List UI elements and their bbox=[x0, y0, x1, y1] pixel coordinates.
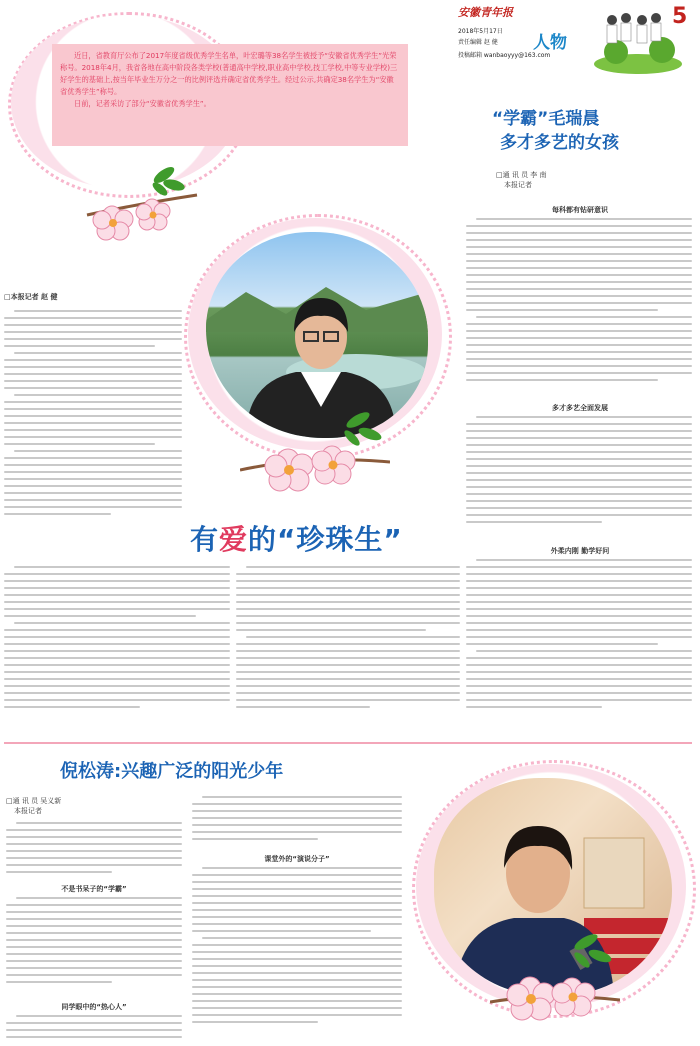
article3-text-column-1c bbox=[6, 1015, 182, 1043]
section-label: 人物 bbox=[533, 33, 567, 53]
blossom-decoration-middle bbox=[240, 400, 390, 500]
article2-title-part3: 的“珍珠生” bbox=[248, 523, 403, 556]
newspaper-name: 安徽青年报 bbox=[458, 6, 513, 19]
page-number: 5 bbox=[672, 4, 688, 29]
article2-text-column-1 bbox=[4, 310, 182, 546]
editor-credit: 责任编辑 赵 健 bbox=[458, 39, 498, 46]
article1-subhead-2: 多才多艺全面发展 bbox=[552, 404, 608, 412]
submission-email: 投稿邮箱 wanbaoyyy@163.com bbox=[458, 52, 551, 59]
article3-text-column-1b bbox=[6, 897, 182, 997]
article3-subhead-3: 课堂外的“演说分子” bbox=[264, 855, 330, 863]
article2-text-column-2 bbox=[4, 566, 230, 736]
article1-text-block-1 bbox=[466, 218, 692, 400]
article1-text-block-2 bbox=[466, 416, 692, 542]
issue-date: 2018年5月17日 bbox=[458, 28, 503, 35]
article3-byline-2: 本报记者 bbox=[14, 807, 42, 815]
article2-title bbox=[190, 518, 403, 558]
article1-subhead-3: 外柔内刚 勤学好问 bbox=[550, 547, 610, 555]
header-students-illustration bbox=[592, 6, 684, 76]
article1-text-block-3 bbox=[466, 559, 692, 735]
section-divider bbox=[4, 742, 692, 744]
article2-title-part1: 有 bbox=[190, 523, 220, 556]
article3-title: 倪松涛:兴趣广泛的阳光少年 bbox=[60, 761, 284, 782]
article1-byline-2: 本报记者 bbox=[504, 181, 532, 189]
article3-subhead-1: 不是书呆子的“学霸” bbox=[61, 885, 127, 893]
article3-byline-1: □通 讯 员 吴义新 bbox=[6, 797, 62, 805]
article3-subhead-2: 同学眼中的“热心人” bbox=[61, 1003, 127, 1011]
article3-text-column-2a bbox=[192, 796, 402, 848]
article2-text-column-3 bbox=[236, 566, 460, 736]
blossom-decoration-bottom bbox=[490, 922, 620, 1032]
intro-text: 近日，省教育厅公布了2017年度省级优秀学生名单，叶宏璐等38名学生被授予“安徽省优秀学生”光荣称号。2018年4月，我省各地在高中阶段各类学校(普通高中学校,职业高中学校,技工学校,中等专业学校)三好学生的基础上,按当年毕业生万分之一的比例评选并确定省优秀学生。经过公示,共确定38名学生为“安徽省优秀学生”称号。 bbox=[60, 51, 398, 96]
article1-subhead-1: 每科都有钻研意识 bbox=[552, 206, 608, 214]
intro-text-closing: 日前，记者采访了部分“安徽省优秀学生”。 bbox=[74, 99, 211, 108]
intro-box bbox=[52, 44, 408, 146]
article2-byline: □本报记者 赵 健 bbox=[4, 293, 58, 301]
article2-title-love: 爱 bbox=[219, 523, 249, 556]
article3-text-column-2b bbox=[192, 867, 402, 1043]
article1-title-line2: 多才多艺的女孩 bbox=[500, 133, 619, 153]
article3-text-column-1a bbox=[6, 822, 182, 882]
article1-title-line1: “学霸”毛瑞晨 bbox=[492, 109, 600, 129]
article1-byline-1: □通 讯 员 李 南 bbox=[496, 171, 547, 179]
